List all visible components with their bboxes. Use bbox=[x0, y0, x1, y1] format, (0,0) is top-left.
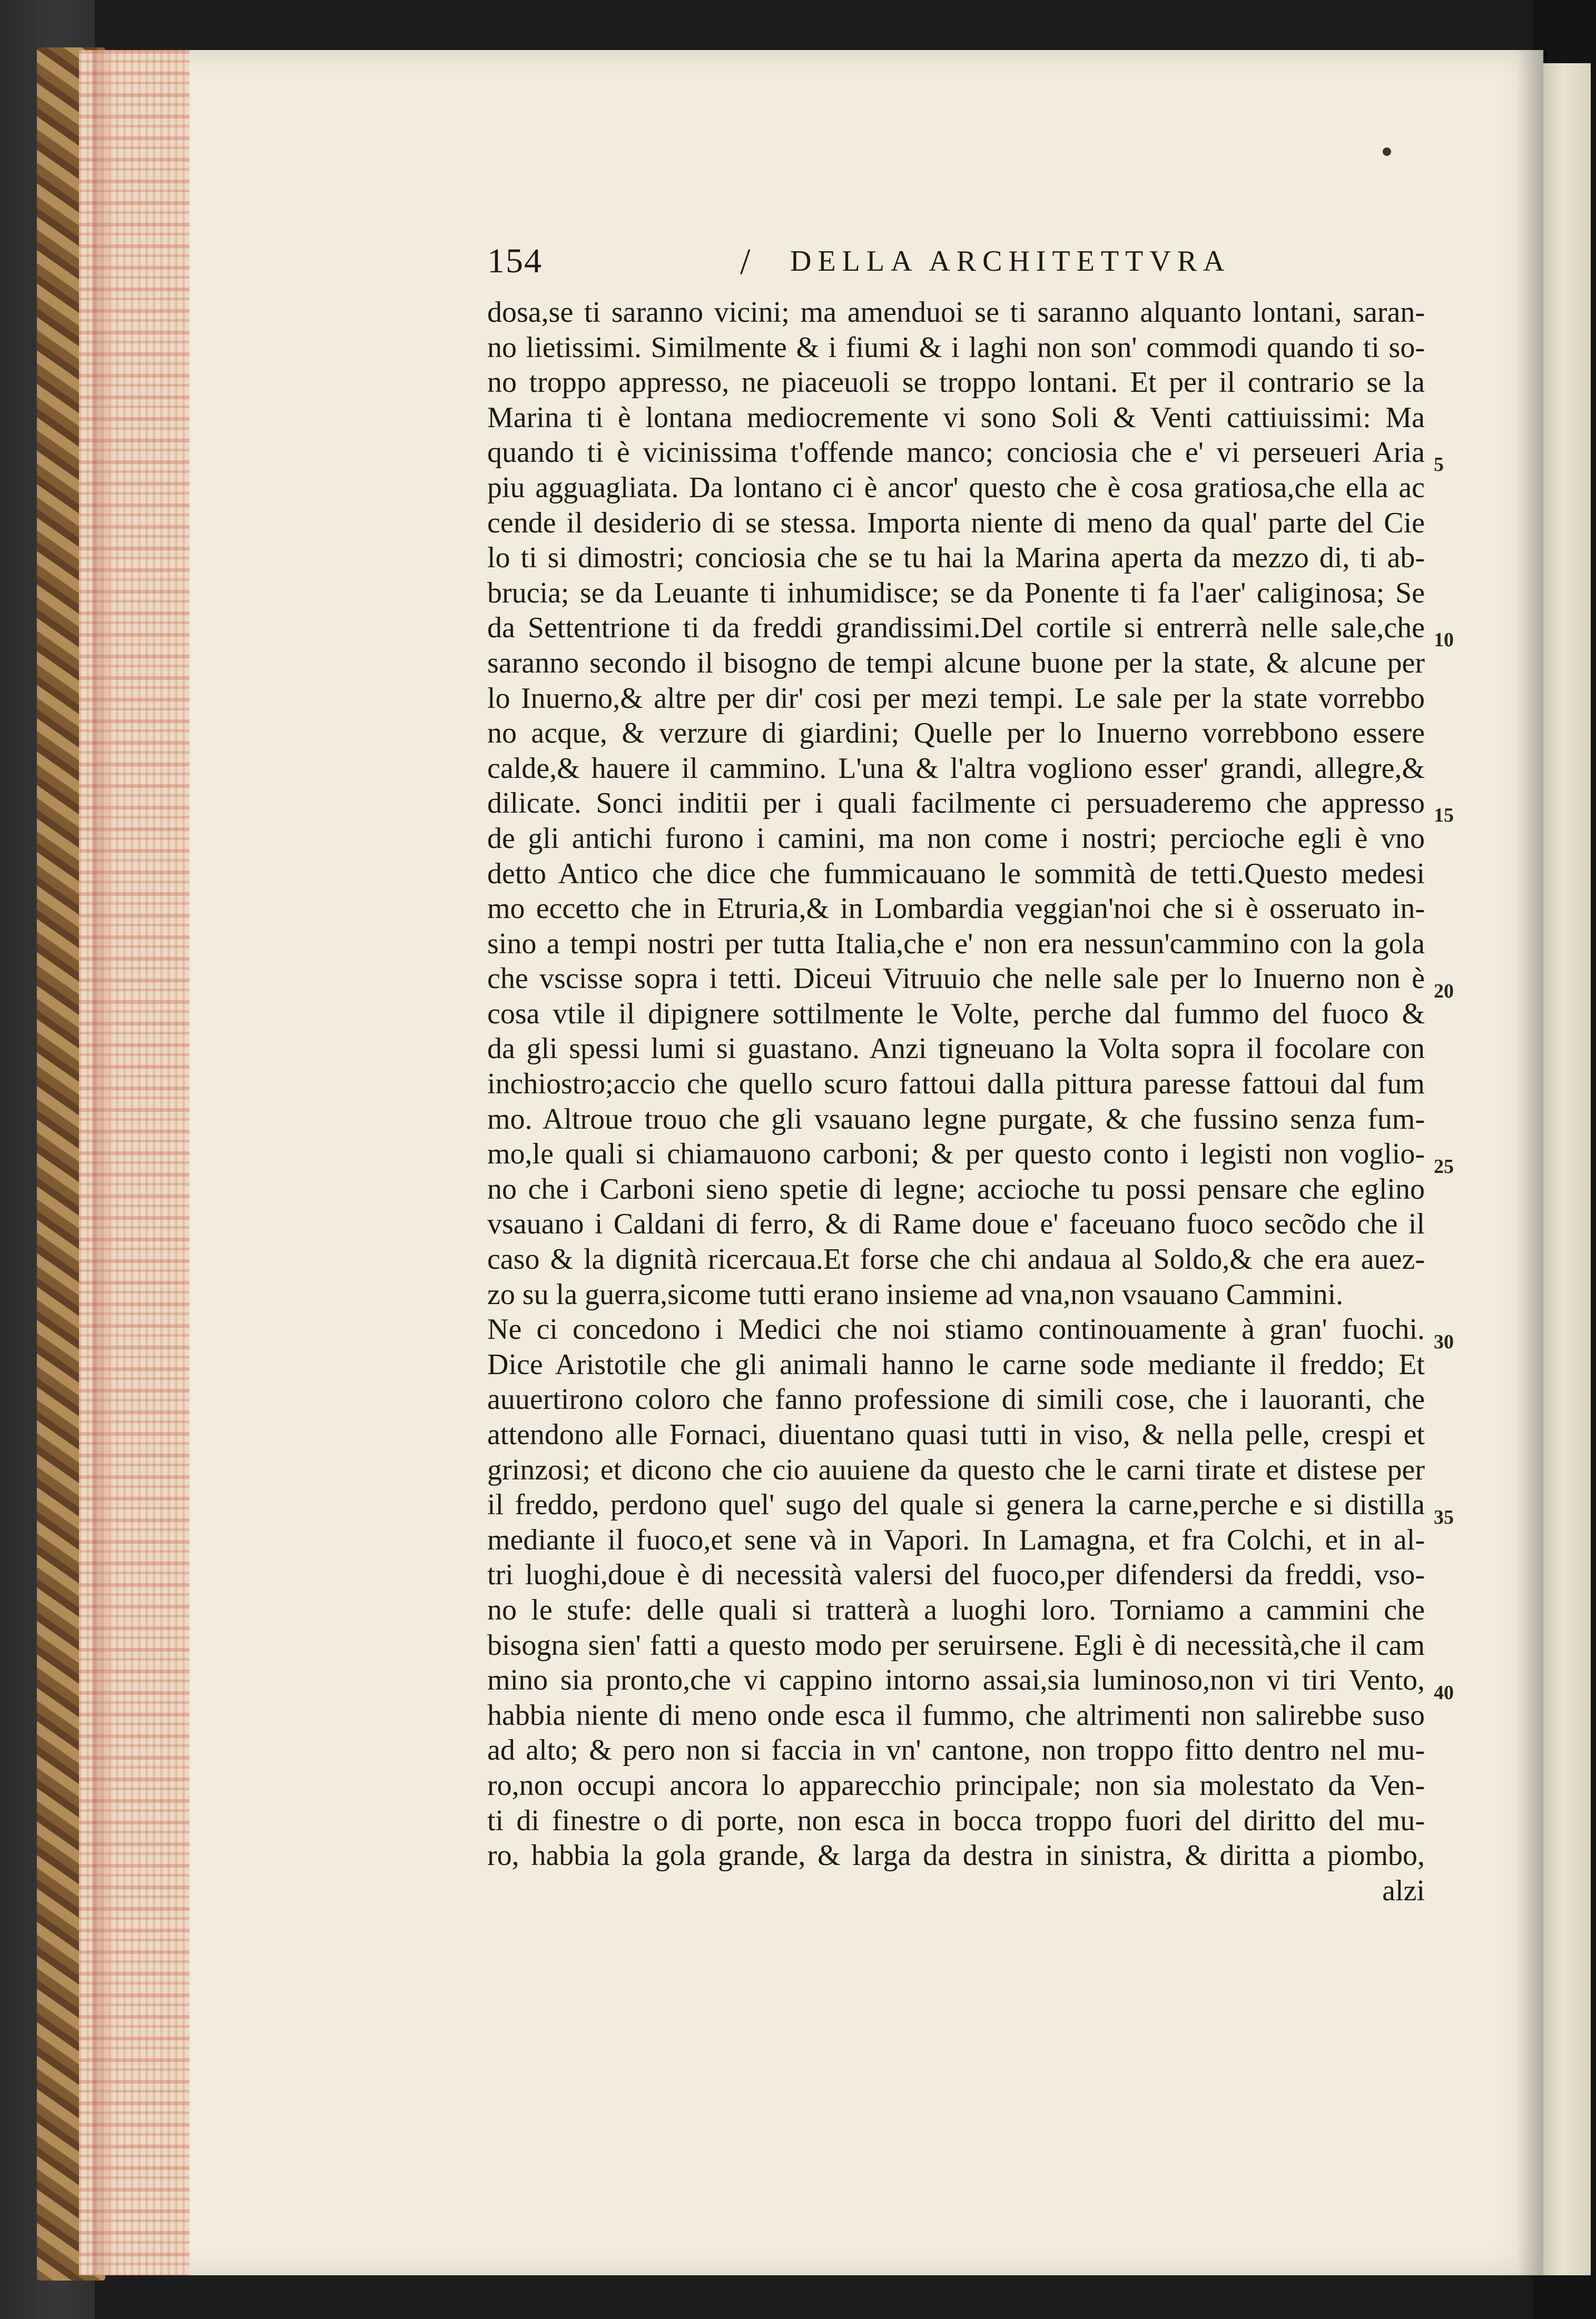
line-number: 15 bbox=[1434, 804, 1454, 826]
text-line: no lietissimi. Similmente & i fiumi & i laghi non son' commodi quando ti so- bbox=[487, 331, 1425, 364]
text-line: caso & la dignità ricercaua.Et forse che chi andaua al Soldo,& che era auez- bbox=[487, 1243, 1425, 1276]
text-line: no acque, & verzure di giardini; Quelle per lo Inuerno vorrebbono essere bbox=[487, 717, 1425, 750]
text-line: auuertirono coloro che fanno professione di simili cose, che i lauoranti, che bbox=[487, 1383, 1425, 1416]
line-number: 5 bbox=[1434, 453, 1444, 476]
text-line: mo,le quali si chiamauono carboni; & per questo conto i legisti non voglio- bbox=[487, 1138, 1425, 1171]
line-number: 10 bbox=[1434, 629, 1454, 651]
ink-mark: / bbox=[740, 242, 751, 282]
text-line: ti di finestre o di porte, non esca in bocca troppo fuori del diritto del mu- bbox=[487, 1804, 1425, 1837]
text-line: dilicate. Sonci inditii per i quali facilmente ci persuaderemo che appresso bbox=[487, 787, 1425, 820]
text-line: inchiostro;accio che quello scuro fattoui dalla pittura paresse fattoui dal fum bbox=[487, 1068, 1425, 1101]
text-line: lo Inuerno,& altre per dir' cosi per mezi tempi. Le sale per la state vorrebbo bbox=[487, 682, 1425, 715]
text-line: mo. Altroue trouo che gli vsauano legne purgate, & che fussino senza fum- bbox=[487, 1102, 1425, 1136]
text-line: tri luoghi,doue è di necessità valersi del fuoco,per difendersi da freddi, vso- bbox=[487, 1558, 1425, 1592]
text-line: Dice Aristotile che gli animali hanno le carne sode mediante il freddo; Et bbox=[487, 1348, 1425, 1381]
line-number: 35 bbox=[1434, 1506, 1454, 1528]
page-number: 154 bbox=[487, 242, 543, 280]
text-line: calde,& hauere il cammino. L'una & l'altra vogliono esser' grandi, allegre,& bbox=[487, 752, 1425, 785]
text-line: Ne ci concedono i Medici che noi stiamo continouamente à gran' fuochi. bbox=[487, 1313, 1425, 1346]
text-line: detto Antico che dice che fummicauano le sommità de tetti.Questo medesi bbox=[487, 857, 1425, 890]
text-line: habbia niente di meno onde esca il fummo, che altrimenti non salirebbe suso bbox=[487, 1699, 1425, 1732]
line-number: 20 bbox=[1434, 980, 1454, 1002]
text-line: vsauano i Caldani di ferro, & di Rame doue e' faceuano fuoco secõdo che il bbox=[487, 1208, 1425, 1241]
text-line: zo su la guerra,sicome tutti erano insieme ad vna,non vsauano Cammini. bbox=[487, 1278, 1344, 1311]
text-line: lo ti si dimostri; conciosia che se tu hai la Marina aperta da mezzo di, ti ab- bbox=[487, 541, 1425, 575]
text-line: attendono alle Fornaci, diuentano quasi tutti in viso, & nella pelle, crespi et bbox=[487, 1418, 1425, 1451]
line-number: 25 bbox=[1434, 1156, 1454, 1178]
text-line: da Settentrione ti da freddi grandissimi.Del cortile si entrerrà nelle sale,che bbox=[487, 611, 1425, 645]
text-line: Marina ti è lontana mediocremente vi sono Soli & Venti cattiuissimi: Ma bbox=[487, 401, 1425, 434]
text-line: brucia; se da Leuante ti inhumidisce; se da Ponente ti fa l'aer' caliginosa; Se bbox=[487, 576, 1425, 609]
text-line: quando ti è vicinissima t'offende manco; conciosia che e' vi perseueri Aria bbox=[487, 436, 1425, 469]
text-line: mino sia pronto,che vi cappino intorno assai,sia luminoso,non vi tiri Vento, bbox=[487, 1664, 1425, 1697]
text-line: da gli spessi lumi si guastano. Anzi tigneuano la Volta sopra il focolare con bbox=[487, 1032, 1425, 1065]
text-line: che vscisse sopra i tetti. Diceui Vitruuio che nelle sale per lo Inuerno non è bbox=[487, 962, 1425, 995]
text-line: il freddo, perdono quel' sugo del quale si genera la carne,perche e si distilla bbox=[487, 1488, 1425, 1522]
text-line: saranno secondo il bisogno de tempi alcune buone per la state, & alcune per bbox=[487, 646, 1425, 679]
text-line: mediante il fuoco,et sene và in Vapori. In Lamagna, et fra Colchi, et in al- bbox=[487, 1523, 1425, 1556]
ink-spot bbox=[1383, 147, 1391, 156]
text-line: sino a tempi nostri per tutta Italia,che e' non era nessun'cammino con la gola bbox=[487, 927, 1425, 960]
text-line: no che i Carboni sieno spetie di legne; accioche tu possi pensare che eglino bbox=[487, 1172, 1425, 1206]
catchword: alzi bbox=[1382, 1874, 1425, 1907]
text-line: no le stufe: delle quali si tratterà a luoghi loro. Torniamo a cammini che bbox=[487, 1593, 1425, 1626]
text-line: mo eccetto che in Etruria,& in Lombardia veggian'noi che si è osseruato in- bbox=[487, 892, 1425, 925]
running-head bbox=[487, 241, 1425, 283]
facing-page bbox=[1543, 63, 1591, 2275]
text-line: grinzosi; et dicono che cio auuiene da questo che le carni tirate et distese per bbox=[487, 1453, 1425, 1486]
text-line: dosa,se ti saranno vicini; ma amenduoi se ti saranno alquanto lontani, saran- bbox=[487, 296, 1425, 329]
text-line: piu agguagliata. Da lontano ci è ancor' questo che è cosa gratiosa,che ella ac bbox=[487, 471, 1425, 504]
text-line: ro, habbia la gola grande, & larga da destra in sinistra, & diritta a piombo, bbox=[487, 1839, 1425, 1872]
text-line: bisogna sien' fatti a questo modo per seruirsene. Egli è di necessità,che il cam bbox=[487, 1629, 1425, 1662]
line-number: 40 bbox=[1434, 1682, 1454, 1704]
running-title: DELLA ARCHITETTVRA bbox=[790, 245, 1231, 278]
text-line: ad alto; & pero non si faccia in vn' cantone, non troppo fitto dentro nel mu- bbox=[487, 1734, 1425, 1767]
text-line: cende il desiderio di se stessa. Importa niente di meno da qual' parte del Cie bbox=[487, 506, 1425, 539]
text-line: cosa vtile il dipignere sottilmente le Volte, perche dal fummo del fuoco & bbox=[487, 997, 1425, 1030]
text-line: ro,non occupi ancora lo apparecchio principale; non sia molestato da Ven- bbox=[487, 1769, 1425, 1802]
line-number: 30 bbox=[1434, 1331, 1454, 1353]
text-line: de gli antichi furono i camini, ma non come i nostri; percioche egli è vno bbox=[487, 822, 1425, 855]
page-edge-stain bbox=[92, 50, 113, 2275]
text-line: no troppo appresso, ne piaceuoli se troppo lontani. Et per il contrario se la bbox=[487, 366, 1425, 399]
body-text bbox=[487, 295, 1425, 1908]
